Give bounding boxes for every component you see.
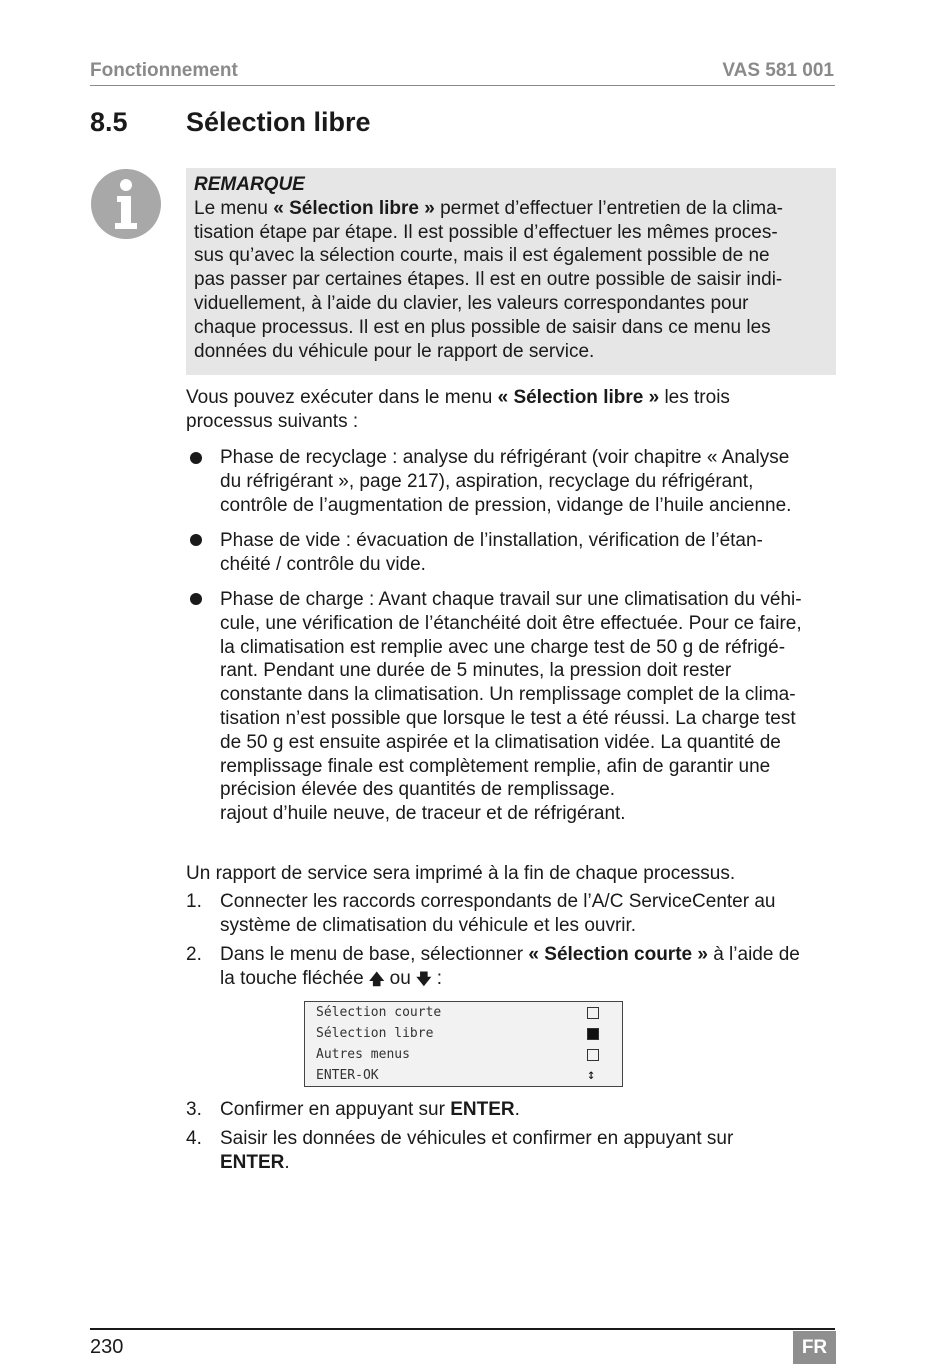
page-number: 230 xyxy=(90,1336,124,1358)
step-number: 3. xyxy=(186,1099,202,1120)
header-divider xyxy=(90,85,835,86)
bullet-icon xyxy=(190,452,202,464)
step-4: 4. Saisir les données de véhicules et confirmer en appuyant sur ENTER. xyxy=(186,1128,734,1173)
step-number: 2. xyxy=(186,944,202,965)
arrow-down-icon: 🡇 xyxy=(416,969,432,988)
menu-name-selection-courte: « Sélection courte » xyxy=(528,944,708,965)
note-line: pas passer par certaines étapes. Il est en outre possible de saisir indi- xyxy=(194,269,783,291)
list-item: Phase de charge : Avant chaque travail sur une climatisation du véhi- cule, une vérification de l’étanchéité doit être effectuée. Pour ce faire, la climatisation est remplie avec une charge test de 50 g de réfrigé- rant. Pendant une durée de 5 minutes, la pression doit rester constante dans la climatisation. Un remplissage complet de la clima- tisation n’est possible que lorsque le test a été réussi. La charge test de 50 g est ensuite aspirée et la climatisation vidée. La quantité de remplissage finale est complètement remplie, afin de garantir une précision élevée des quantités de remplissage. rajout d’huile neuve, de traceur et de réfrigérant. xyxy=(186,588,846,826)
up-down-arrow-icon: ↕ xyxy=(587,1067,596,1083)
lcd-row-selection-libre: Sélection libre xyxy=(316,1026,434,1041)
step-number: 4. xyxy=(186,1128,202,1149)
enter-key-label: ENTER xyxy=(220,1151,285,1173)
note-box xyxy=(186,168,836,375)
lcd-row-enter-ok: ENTER-OK xyxy=(316,1068,379,1083)
process-list xyxy=(186,446,846,837)
checkbox-filled-icon xyxy=(587,1028,599,1040)
step-1: 1. Connecter les raccords correspondants de l’A/C ServiceCenter au système de climatisation du véhicule et les ouvrir. xyxy=(186,891,776,936)
header-section-name: Fonctionnement xyxy=(90,60,238,81)
checkbox-empty-icon xyxy=(587,1049,599,1061)
header-product-code: VAS 581 001 xyxy=(722,60,834,81)
bullet-icon xyxy=(190,534,202,546)
enter-key-label: ENTER xyxy=(450,1099,515,1120)
intro-paragraph: Vous pouvez exécuter dans le menu « Sélection libre » les trois processus suivants : xyxy=(186,387,730,432)
intro-menu-name: « Sélection libre » xyxy=(497,387,660,408)
note-line: données du véhicule pour le rapport de service. xyxy=(194,340,595,362)
note-line: chaque processus. Il est en plus possible de saisir dans ce menu les xyxy=(194,316,771,338)
note-menu-name: « Sélection libre » xyxy=(273,197,435,219)
report-paragraph: Un rapport de service sera imprimé à la fin de chaque processus. xyxy=(186,863,736,884)
arrow-up-icon: 🡅 xyxy=(368,969,385,988)
lcd-menu-display xyxy=(304,1001,623,1087)
lcd-row-selection-courte: Sélection courte xyxy=(316,1005,442,1020)
checkbox-empty-icon xyxy=(587,1007,599,1019)
note-line: Le menu « Sélection libre » permet d’effectuer l’entretien de la clima- xyxy=(194,197,783,219)
section-number: 8.5 xyxy=(90,107,128,137)
step-2: 2. Dans le menu de base, sélectionner « Sélection courte » à l’aide de la touche fléchée 🡅 ou 🡇 : xyxy=(186,944,800,989)
note-line: sus qu’avec la sélection courte, mais il est également possible de ne xyxy=(194,245,770,267)
bullet-icon xyxy=(190,593,202,605)
list-item: Phase de recyclage : analyse du réfrigérant (voir chapitre « Analyse du réfrigérant », page 217), aspiration, recyclage du réfrigérant, contrôle de l’augmentation de pression, vidange de l’huile ancienne. xyxy=(186,446,846,517)
lcd-row-autres-menus: Autres menus xyxy=(316,1047,410,1062)
step-number: 1. xyxy=(186,891,202,912)
info-icon xyxy=(90,168,162,240)
footer-divider xyxy=(90,1328,835,1330)
note-line: viduellement, à l’aide du clavier, les valeurs correspondantes pour xyxy=(194,292,749,314)
section-title: Sélection libre xyxy=(186,107,371,137)
note-line: tisation étape par étape. Il est possible d’effectuer les mêmes proces- xyxy=(194,221,778,243)
list-item: Phase de vide : évacuation de l’installation, vérification de l’étan- chéité / contrôle du vide. xyxy=(186,529,846,577)
step-3: 3. Confirmer en appuyant sur ENTER. xyxy=(186,1099,520,1120)
note-title: REMARQUE xyxy=(194,174,305,195)
language-badge: FR xyxy=(793,1331,836,1364)
